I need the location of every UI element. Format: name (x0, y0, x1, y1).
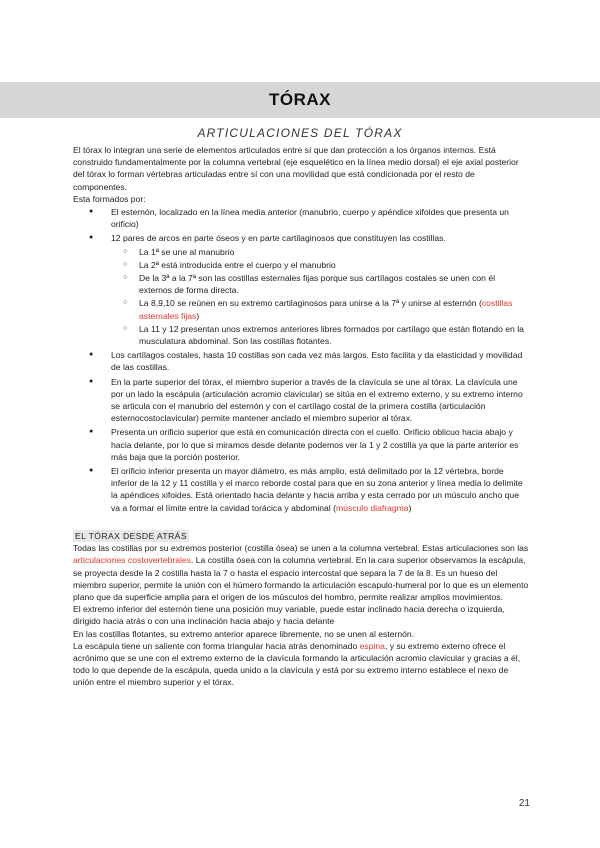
document-body (73, 144, 529, 689)
sub-list-text: ) (196, 310, 200, 321)
paragraph-text: . La costilla ósea con la columna vertebral. En la cara superior observamos la escápula, se proyecta desde la 2 costilla hasta la 7 o hasta el espacio intercostal que separa la 7 de la 8. Es un hueso del miembro superior, permite la unión con el húmero formando la articulación escapulo-humeral por lo que es un elemento plano que da superficie amplia para el origen de los músculos del hombro, permite realizar amplios movimientos. (73, 555, 529, 602)
paragraph-text: Todas las costillas por su extremos posterior (costilla ósea) se unen a la columna vertebral. Estas articulaciones son las (73, 543, 529, 554)
section-subtitle: ARTICULACIONES DEL TÓRAX (197, 126, 403, 140)
page-number: 21 (518, 798, 530, 809)
section-paragraph (73, 542, 529, 603)
page-title: TÓRAX (269, 90, 331, 109)
section-heading: EL TÓRAX DESDE ATRÁS (75, 530, 187, 541)
paragraph-text: La escápula tiene un saliente con forma triangular hacia atrás denominado (73, 640, 360, 651)
sub-list-item (139, 297, 529, 321)
sub-list-item: ○ La 1ª se une al manubrio (139, 246, 529, 258)
list-item-text: ) (408, 502, 412, 513)
list-item (111, 232, 529, 347)
bullet-list (73, 206, 529, 514)
intro-paragraph: El tórax lo integran una serie de elementos articulados entre sí que dan protección a los órganos internos. Está construido fundamentalmente por la columna vertebral (eje esquelético en la línea medio dorsal) el eje axial posterior del tórax lo forman vértebras articuladas entre sí con una movilidad que está condicionada por el resto de componentes. (73, 145, 519, 192)
title-band (0, 82, 600, 118)
sub-list (111, 246, 529, 348)
intro-lead: Esta formados por: (73, 193, 146, 204)
section-paragraph: El extremo inferior del esternón tiene una posición muy variable, puede estar inclinado hacia derecha o izquierda, dirigido hacia atrás o con una inclinación hacia abajo y hacia delante (73, 604, 505, 627)
paragraph-text: , y su extremo externo ofrece el acrónimo que se une con el extremo externo de la clavícula formando la articulación acromio clavicular y gracias a él, todo lo que depende de la escápula, queda unido a la clavícula y está por su extremo interno establece el nexo de unión entre el miembro superior y el tórax. (73, 640, 521, 688)
highlight-term: espina (359, 640, 385, 651)
section-paragraph (73, 640, 529, 689)
section-paragraph: En las costillas flotantes, su extremo anterior aparece libremente, no se unen al esternón. (73, 628, 415, 639)
list-item (111, 465, 529, 514)
list-item-text: 12 pares de arcos en parte óseos y en parte cartilaginosos que constituyen las costillas. (111, 233, 446, 244)
highlight-term: articulaciones costovertebrales (73, 555, 191, 566)
sub-list-item: ○ La 2ª está introducida entre el cuerpo y el manubrio (139, 259, 529, 271)
highlight-term: costillas asternales fijas (139, 298, 513, 321)
list-item-text: El orificio inferior presenta un mayor diámetro, es más amplio, está delimitado por la 12 vértebra, borde inferior de la 12 y 11 costilla y el marco reborde costal para que en su zona anterior y línea media lo delimite la apéndices xifoides. Está orientado hacia delante y hacia arriba y esta cerrado por un músculo ancho que va a formar el límite entre la cavidad torácica y abdominal ( (111, 466, 523, 513)
highlight-term: músculo diafragma (335, 502, 409, 513)
list-item: ● Los cartílagos costales, hasta 10 costillas son cada vez más largos. Esto facilita y da elasticidad y movilidad de las costillas. (111, 349, 529, 373)
list-item: ● El esternón, localizado en la línea media anterior (manubrio, cuerpo y apéndice xifoides que presenta un orificio) (111, 206, 529, 230)
sub-list-text: La 8,9,10 se reúnen en su extremo cartilaginosos para unirse a la 7ª y unirse al esternón ( (139, 298, 482, 309)
sub-list-item: ○ La 11 y 12 presentan unos extremos anteriores libres formados por cartílago que están flotando en la musculatura abdominal. Son las costillas flotantes. (139, 323, 529, 347)
list-item: ● Presenta un orificio superior que está en comunicación directa con el cuello. Orificio oblicuo hacia abajo y hacia delante, por lo que si miramos desde delante podemos ver la 1 y 2 costilla ya que la parte anterior es más baja que la porción posterior. (111, 426, 529, 463)
list-item: ● En la parte superior del tórax, el miembro superior a través de la clavícula se une al tórax. La clavícula une por un lado la escápula (articulación acromio clavicular) se sitúa en el extremo externo, y su extremo interno se articula con el manubrio del esternón y con el cartílago costal de la primera costilla (articulación esternocostoclavicular) permite mantener anclado el miembro superior al tórax. (111, 376, 529, 425)
sub-list-item: ○ De la 3ª a la 7ª son las costillas esternales fijas porque sus cartílagos costales se unen con él externos de forma directa. (139, 272, 529, 296)
